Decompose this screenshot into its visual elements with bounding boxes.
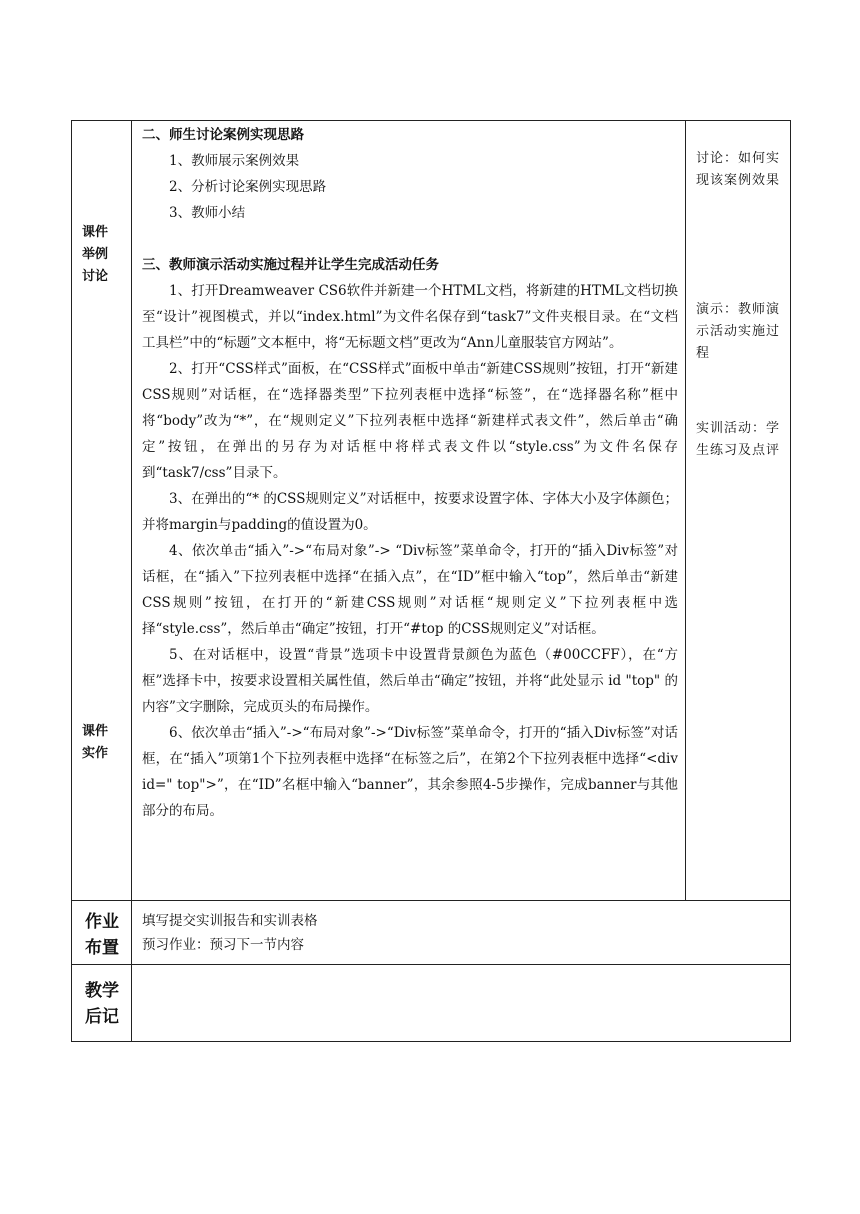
step-paragraph: 2、打开“CSS样式”面板，在“CSS样式”面板中单击“新建CSS规则”按钮，打开“新建CSS规则”对话框，在“选择器类型”下拉列表框中选择“标签”，在“选择器名称”框中将“body”改为“*”，在“规则定义”下拉列表框中选择“新建样式表文件”，然后单击“确定”按钮，在弹出的另存为对话框中将样式表文件以“style.css”为文件名保存到“task7/css”目录下。 <box>142 361 678 481</box>
step-paragraph: 1、打开Dreamweaver CS6软件并新建一个HTML文档，将新建的HTML文档切换至“设计”视图模式，并以“index.html”为文件名保存到“task7”文件夹根目录。在“文档工具栏”中的“标题”文本框中，将“无标题文档”更改为“Ann儿童服装官方网站”。 <box>142 283 678 351</box>
step-paragraph: 3、在弹出的“* 的CSS规则定义”对话框中，按要求设置字体、字体大小及字体颜色；并将margin与padding的值设置为0。 <box>142 491 678 533</box>
step-paragraph: 5、在对话框中，设置“背景”选项卡中设置背景颜色为蓝色（#00CCFF），在“方框”选择卡中，按要求设置相关属性值，然后单击“确定”按钮，并将“此处显示 id "top" 的内容”文字删除，完成页头的布局操作。 <box>142 647 678 715</box>
main-content <box>142 122 678 824</box>
column-divider-left <box>131 121 132 1041</box>
row-divider-homework <box>72 900 790 901</box>
note-demo: 演示：教师演示活动实施过程 <box>696 302 781 361</box>
lesson-plan-table <box>71 120 791 1042</box>
label-homework: 作业布置 <box>85 912 119 958</box>
list-item: 1、教师展示案例效果 <box>169 153 300 169</box>
label-postscript: 教学后记 <box>85 981 119 1027</box>
section-title-discussion: 二、师生讨论案例实现思路 <box>142 127 304 143</box>
homework-line: 填写提交实训报告和实训表格 <box>142 913 318 929</box>
homework-content <box>142 909 782 957</box>
note-practice: 实训活动：学生练习及点评 <box>696 421 781 458</box>
homework-line: 预习作业：预习下一节内容 <box>142 937 304 953</box>
column-divider-right <box>685 121 686 900</box>
list-item: 3、教师小结 <box>169 205 246 221</box>
note-discussion: 讨论：如何实现该案例效果 <box>696 151 781 188</box>
step-paragraph: 6、依次单击“插入”->“布局对象”->“Div标签”菜单命令，打开的“插入Div标签”对话框，在“插入”项第1个下拉列表框中选择“在标签之后”，在第2个下拉列表框中选择“<div id=" top">”，在“ID”名框中输入“banner”，其余参照4-5步操作，完成banner与其他部分的布局。 <box>142 725 678 819</box>
section-title-demo: 三、教师演示活动实施过程并让学生完成活动任务 <box>142 257 439 273</box>
list-item: 2、分析讨论案例实现思路 <box>169 179 327 195</box>
label-example-discussion: 课件举例讨论 <box>82 225 109 284</box>
label-practice: 课件实作 <box>82 724 109 761</box>
row-divider-postscript <box>72 964 790 965</box>
step-paragraph: 4、依次单击“插入”->“布局对象”-> “Div标签”菜单命令，打开的“插入Div标签”对话框，在“插入”下拉列表框中选择“在插入点”，在“ID”框中输入“top”，然后单击“新建CSS规则”按钮，在打开的“新建CSS规则”对话框“规则定义”下拉列表框中选择“style.css”，然后单击“确定”按钮，打开“#top 的CSS规则定义”对话框。 <box>142 543 678 637</box>
